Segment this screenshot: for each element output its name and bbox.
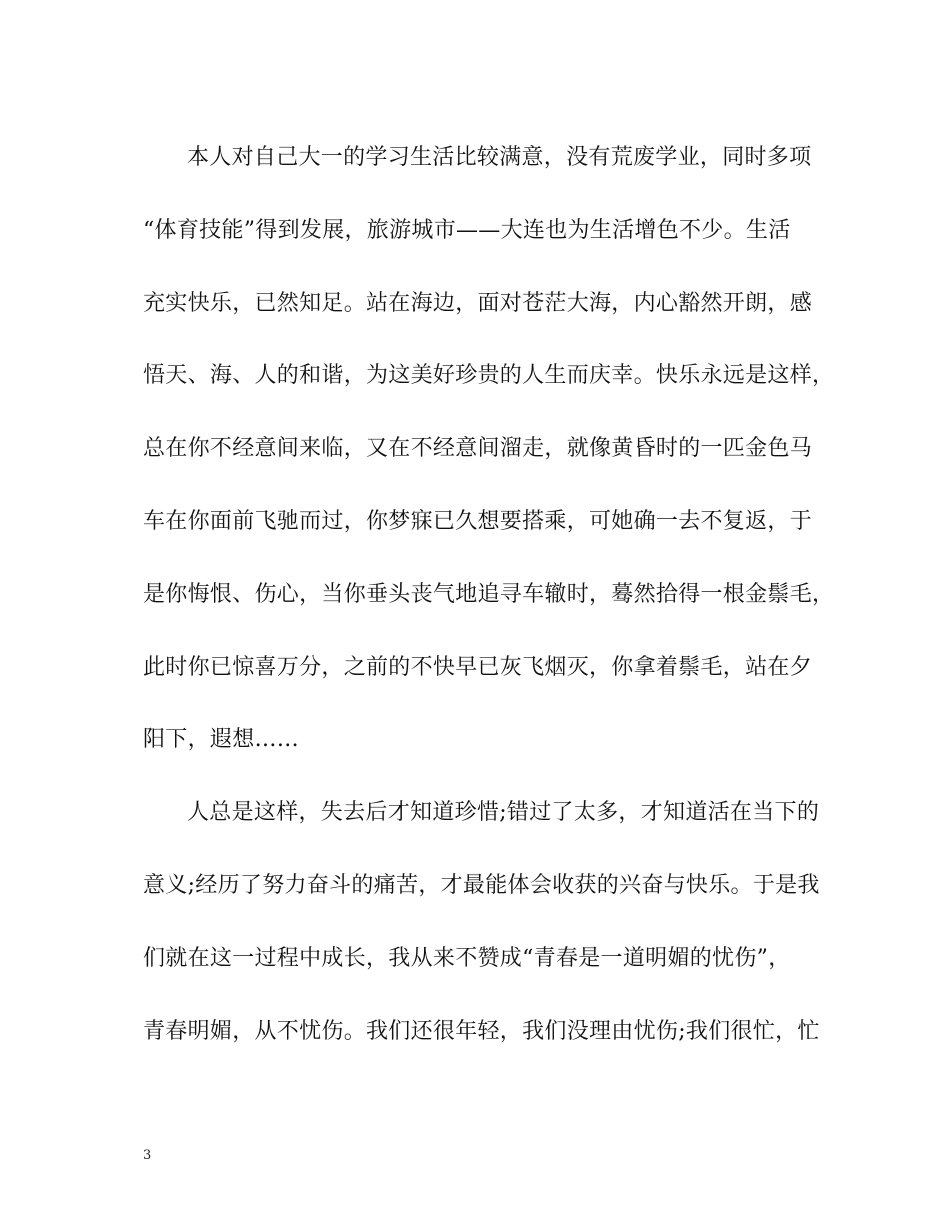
text-line-2: “体育技能”得到发展，旅游城市——大连也为生活增色不少。生活 <box>143 217 791 243</box>
text-line-3: 充实快乐，已然知足。站在海边，面对苍茫大海，内心豁然开朗，感 <box>143 290 813 316</box>
text-line-7: 是你悔恨、伤心，当你垂头丧气地追寻车辙时，蓦然拾得一根金鬃毛， <box>143 581 835 607</box>
text-line-6: 车在你面前飞驰而过，你梦寐已久想要搭乘，可她确一去不复返，于 <box>143 508 813 534</box>
text-line-5: 总在你不经意间来临，又在不经意间溜走，就像黄昏时的一匹金色马 <box>143 436 813 462</box>
text-line-9: 阳下，遐想…… <box>143 727 300 753</box>
text-line-4: 悟天、海、人的和谐，为这美好珍贵的人生而庆幸。快乐永远是这样， <box>143 363 835 389</box>
text-line-10: 人总是这样，失去后才知道珍惜;错过了太多，才知道活在当下的 <box>187 800 820 826</box>
page-number: 3 <box>143 1148 152 1163</box>
text-line-8: 此时你已惊喜万分，之前的不快早已灰飞烟灭，你拿着鬃毛，站在夕 <box>143 654 813 680</box>
text-line-13: 青春明媚，从不忧伤。我们还很年轻，我们没理由忧伤;我们很忙，忙 <box>143 1018 820 1044</box>
document-body <box>143 140 835 1086</box>
text-line-12: 们就在这一过程中成长，我从来不赞成“青春是一道明媚的忧伤”， <box>143 945 791 971</box>
text-line-1: 本人对自己大一的学习生活比较满意，没有荒废学业，同时多项 <box>187 145 812 170</box>
text-line-11: 意义;经历了努力奋斗的痛苦，才最能体会收获的兴奋与快乐。于是我 <box>143 872 820 898</box>
